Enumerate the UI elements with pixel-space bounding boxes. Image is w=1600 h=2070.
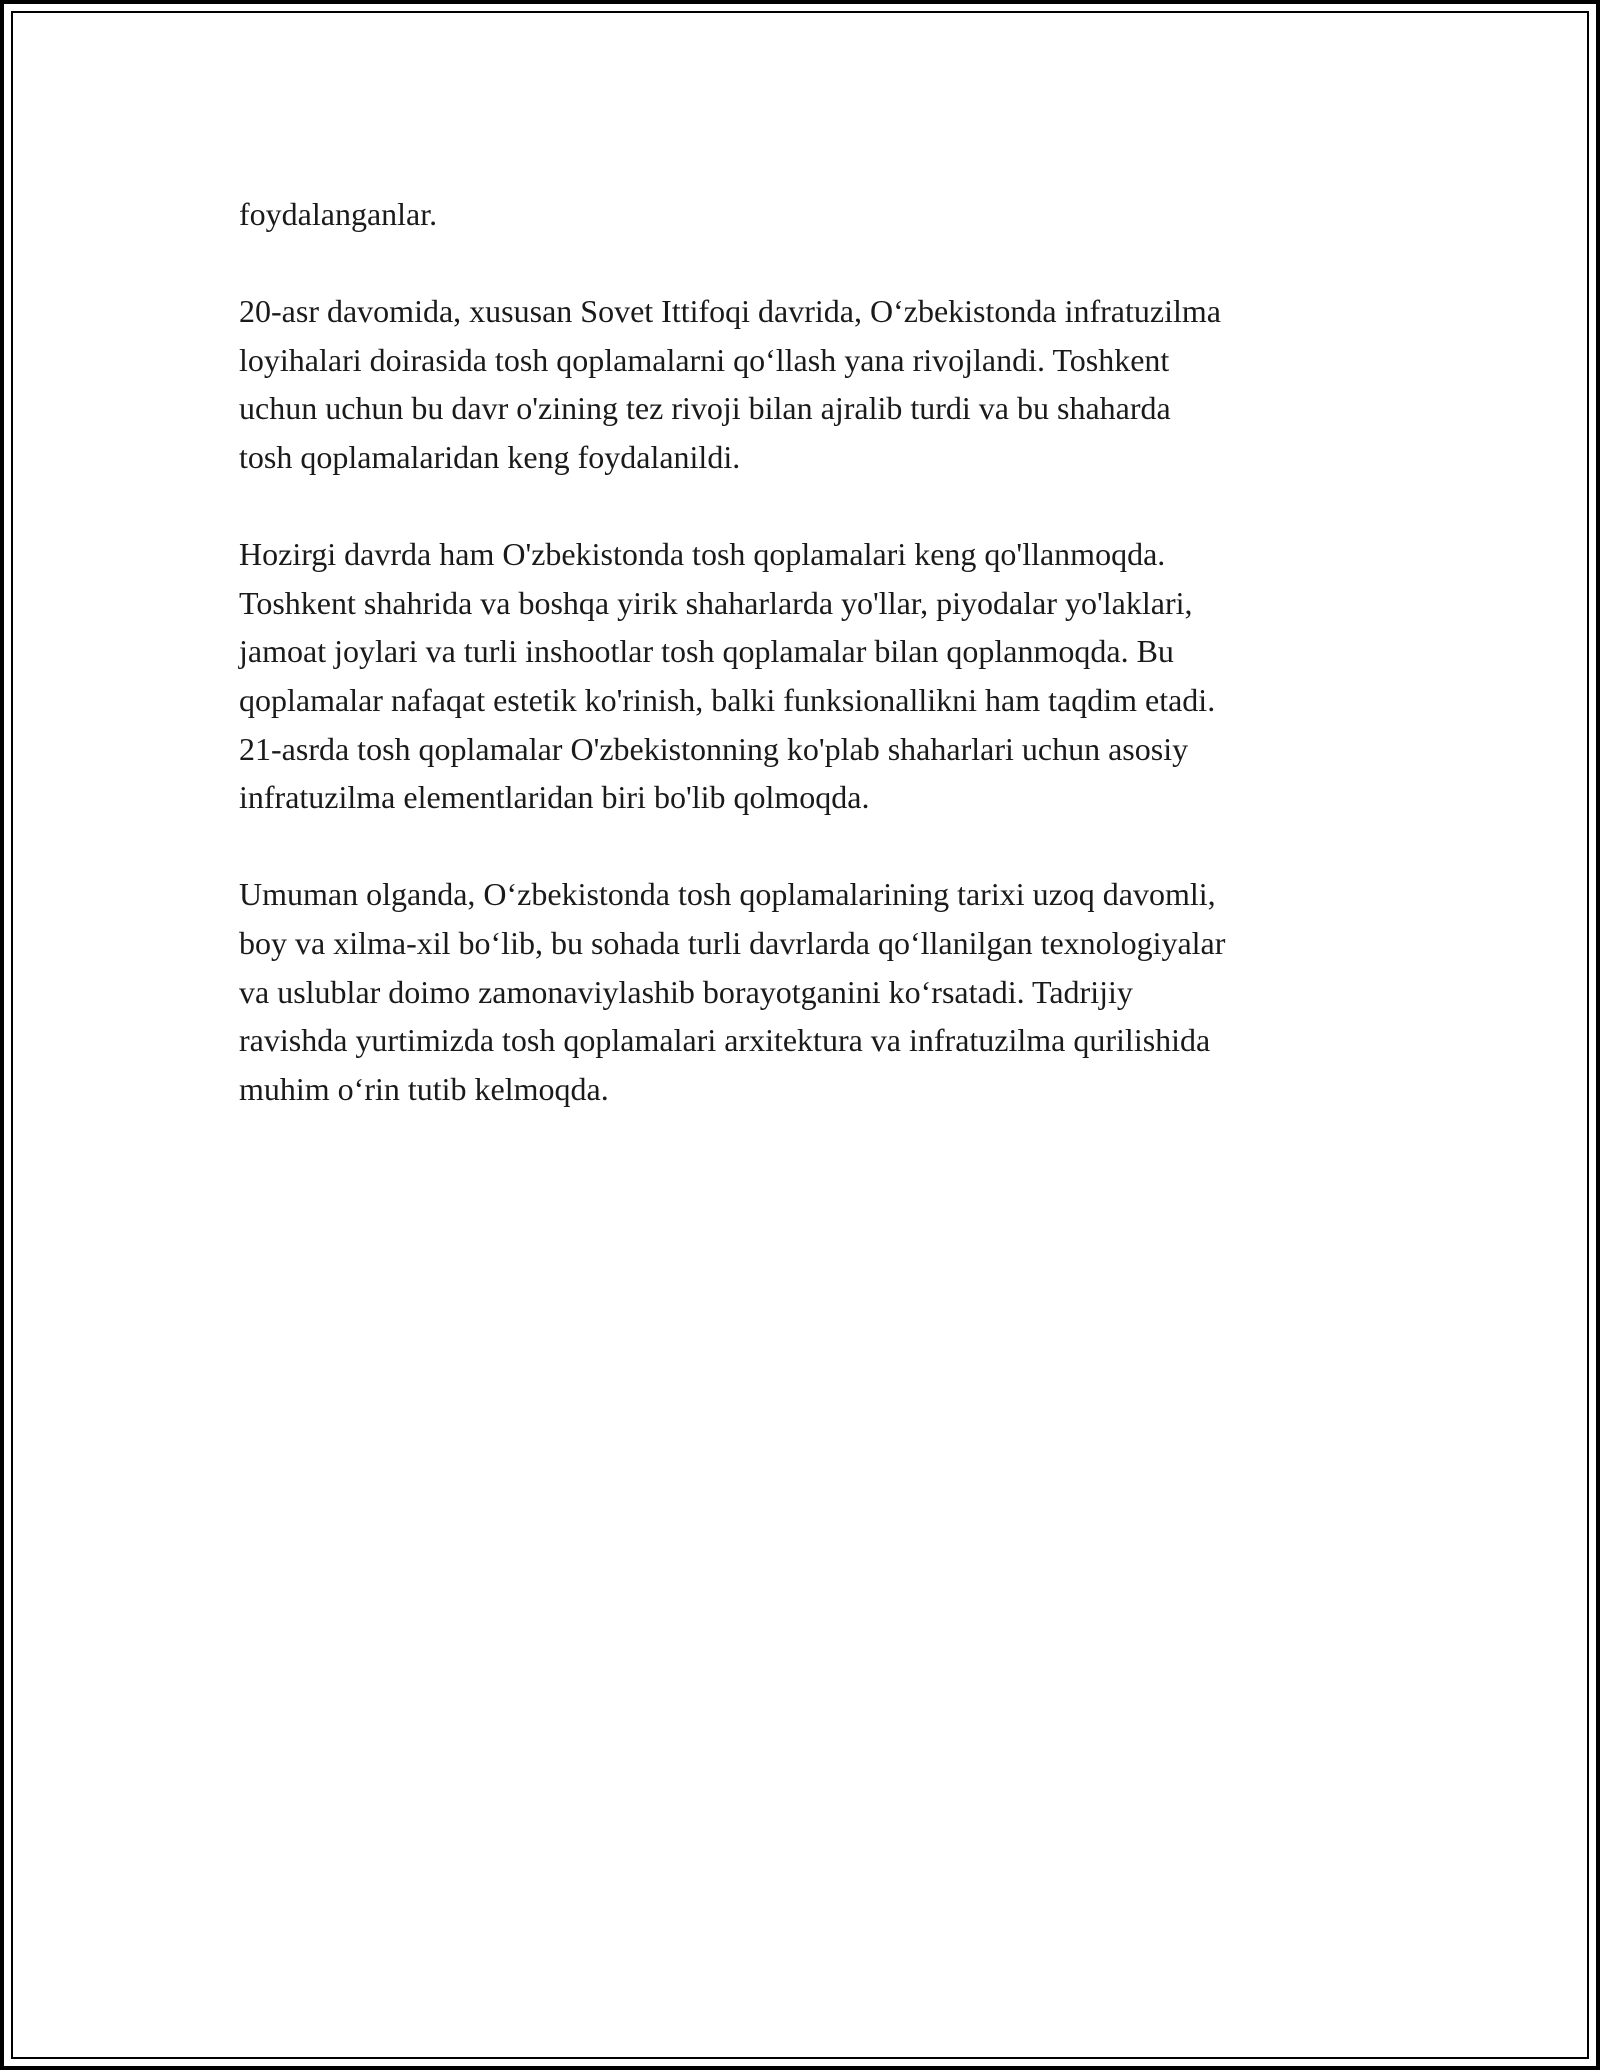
document-body: [239, 190, 1379, 1162]
paragraph-2: [239, 287, 1379, 481]
text-line: va uslublar doimo zamonaviylashib borayotganini ko‘rsatadi. Tadrijiy: [239, 973, 1133, 1010]
text-line: ravishda yurtimizda tosh qoplamalari arxitektura va infratuzilma qurilishida: [239, 1022, 1211, 1059]
text-line: Umuman olganda, O‘zbekistonda tosh qoplamalarining tarixi uzoq davomli,: [239, 876, 1216, 913]
text-line: boy va xilma-xil bo‘lib, bu sohada turli davrlarda qo‘llanilgan texnologiyalar: [239, 924, 1226, 961]
text-line: tosh qoplamalaridan keng foydalanildi.: [239, 438, 741, 475]
text-line: 20-asr davomida, xususan Sovet Ittifoqi davrida, O‘zbekistonda infratuzilma: [239, 293, 1221, 330]
paragraph-4: [239, 870, 1379, 1113]
text-line: uchun uchun bu davr o'zining tez rivoji bilan ajralib turdi va bu shaharda: [239, 390, 1171, 427]
text-line: qoplamalar nafaqat estetik ko'rinish, balki funksionallikni ham taqdim etadi.: [239, 681, 1216, 718]
text-line: infratuzilma elementlaridan biri bo'lib qolmoqda.: [239, 779, 870, 816]
text-line: jamoat joylari va turli inshootlar tosh qoplamalar bilan qoplanmoqda. Bu: [239, 633, 1174, 670]
text-line: 21-asrda tosh qoplamalar O'zbekistonning ko'plab shaharlari uchun asosiy: [239, 730, 1189, 767]
text-line: Toshkent shahrida va boshqa yirik shaharlarda yo'llar, piyodalar yo'laklari,: [239, 584, 1193, 621]
text-line: foydalanganlar.: [239, 196, 438, 232]
paragraph-1: [239, 190, 1379, 239]
text-line: Hozirgi davrda ham O'zbekistonda tosh qoplamalari keng qo'llanmoqda.: [239, 536, 1166, 573]
paragraph-3: [239, 530, 1379, 822]
text-line: muhim o‘rin tutib kelmoqda.: [239, 1070, 609, 1107]
text-line: loyihalari doirasida tosh qoplamalarni qo‘llash yana rivojlandi. Toshkent: [239, 341, 1170, 378]
